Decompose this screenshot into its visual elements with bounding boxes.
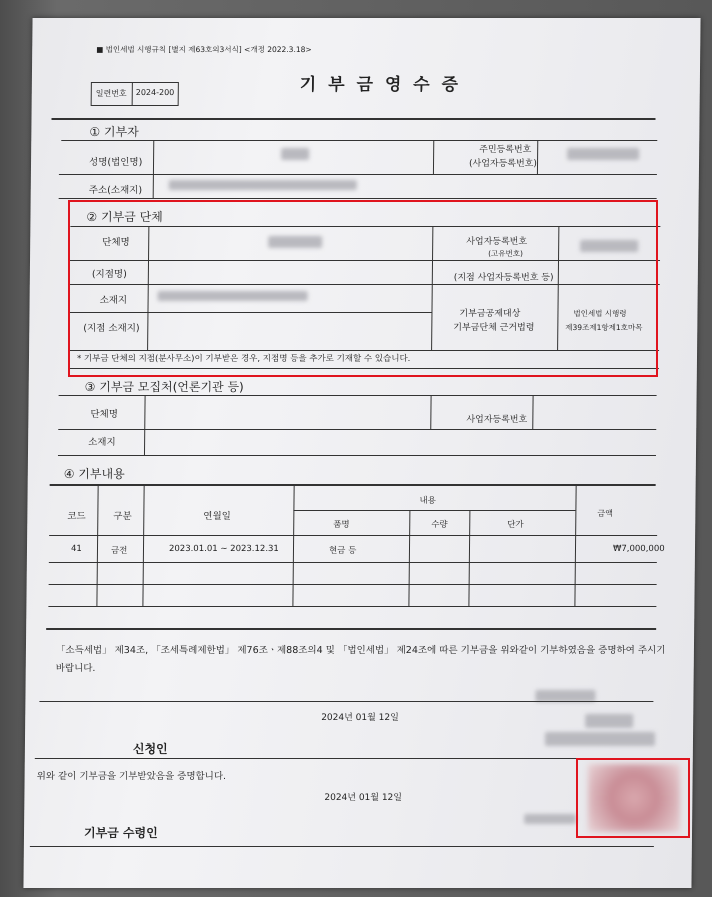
confirm-text: 위와 같이 기부금을 기부받았음을 증명합니다. xyxy=(36,771,227,782)
org-basis-value: 법인세법 시행령 xyxy=(573,309,627,318)
org-name-label: 단체명 xyxy=(102,237,130,248)
recipient-label: 기부금 수령인 xyxy=(83,826,158,840)
collector-name-label: 단체명 xyxy=(90,409,118,420)
org-branch-bizno-label: (지점 사업자등록번호 등) xyxy=(453,273,554,283)
col-content-header: 내용 xyxy=(419,496,436,506)
page-title: 기 부 금 영 수 증 xyxy=(299,75,462,95)
col-item-header: 품명 xyxy=(333,520,350,530)
row-date: 2023.01.01 ~ 2023.12.31 xyxy=(168,544,279,554)
redacted-block xyxy=(545,732,655,746)
regulation-text: ■ 법인세법 시행규칙 [별지 제63호의3서식] <개정 2022.3.18> xyxy=(96,45,312,54)
statement-date-2: 2024년 01월 12일 xyxy=(324,793,403,803)
org-basis-label: 기부금공제대상 xyxy=(459,309,521,319)
org-bizno-label: 사업자등록번호 xyxy=(466,237,528,247)
redacted-block xyxy=(585,714,633,728)
serial-box xyxy=(91,82,179,106)
row-item: 현금 등 xyxy=(328,546,357,556)
stamp-highlight-box xyxy=(576,758,690,838)
org-bizno-label-sub: (고유번호) xyxy=(488,249,523,258)
col-amount-header: 금액 xyxy=(597,509,613,518)
serial-label: 일련번호 xyxy=(95,89,127,98)
statement-date-1: 2024년 01월 12일 xyxy=(321,713,399,723)
donor-section-title: ① 기부자 xyxy=(89,125,139,139)
col-type-header: 구분 xyxy=(113,511,132,522)
org-note: * 기부금 단체의 지점(분사무소)이 기부받은 경우, 지점명 등을 추가로 기재할 수 있습니다. xyxy=(76,354,411,364)
org-section-title: ② 기부금 단체 xyxy=(86,210,163,224)
donor-address-redacted xyxy=(169,180,357,190)
collector-bizno-label: 사업자등록번호 xyxy=(466,415,528,425)
row-type: 금전 xyxy=(110,546,128,556)
org-basis-label-sub: 기부금단체 근거법령 xyxy=(453,323,535,333)
org-highlight-box xyxy=(68,200,658,377)
org-branch-address-label: (지점 소재지) xyxy=(83,323,140,334)
donor-id-redacted xyxy=(567,148,639,160)
donation-section-title: ④ 기부내용 xyxy=(63,467,125,481)
donor-address-label: 주소(소재지) xyxy=(88,185,143,196)
donor-name-redacted xyxy=(281,148,309,160)
row-amount: ₩7,000,000 xyxy=(612,544,665,554)
collector-address-label: 소재지 xyxy=(88,437,116,448)
row-code: 41 xyxy=(70,544,82,554)
donor-id-label: 주민등록번호 xyxy=(479,145,532,155)
statement-line-2: 바랍니다. xyxy=(55,663,96,674)
col-date-header: 연월일 xyxy=(203,511,231,522)
donor-id-label-sub: (사업자등록번호) xyxy=(468,159,537,169)
serial-value: 2024-200 xyxy=(135,88,175,97)
donor-name-label: 성명(법인명) xyxy=(88,157,143,168)
org-address-label: 소재지 xyxy=(99,295,128,306)
org-branch-label: (지점명) xyxy=(91,269,127,280)
col-unit-price-header: 단가 xyxy=(507,520,524,530)
col-qty-header: 수량 xyxy=(431,520,448,530)
applicant-label: 신청인 xyxy=(132,742,168,756)
redacted-block xyxy=(524,814,576,824)
collector-section-title: ③ 기부금 모집처(언론기관 등) xyxy=(84,380,244,394)
statement-line-1: 「소득세법」 제34조, 「조세특례제한법」 제76조ㆍ제88조의4 및 「법인세법」 제24조에 따른 기부금을 위와같이 기부하였음을 증명하여 주시기 xyxy=(55,645,666,656)
col-code-header: 코드 xyxy=(67,511,86,522)
org-basis-value-sub: 제39조제1항제1호마목 xyxy=(565,323,643,332)
